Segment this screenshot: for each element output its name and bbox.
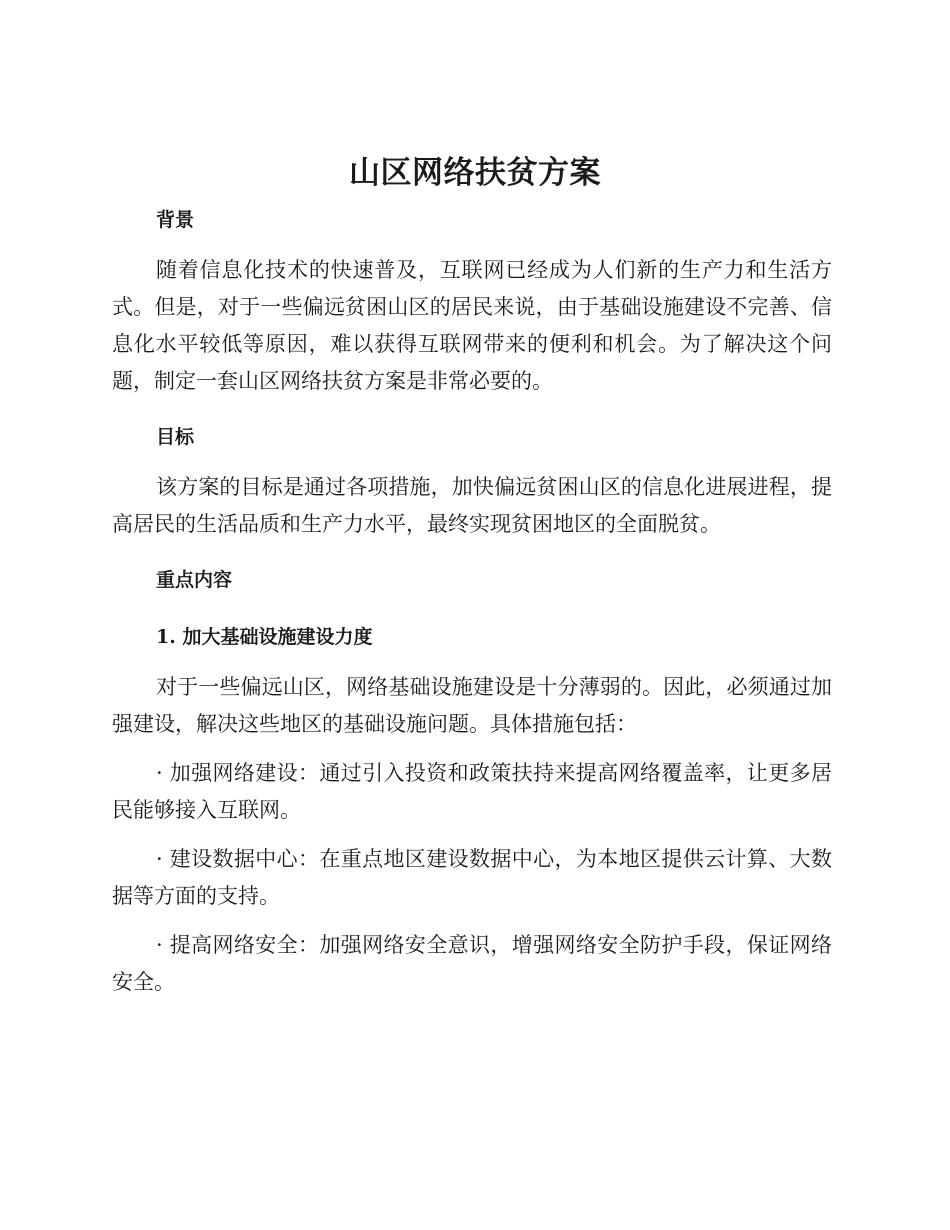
- spacer: [112, 657, 832, 669]
- spacer: [112, 743, 832, 755]
- background-paragraph: 随着信息化技术的快速普及，互联网已经成为人们新的生产力和生活方式。但是，对于一些偏远贫困山区的居民来说，由于基础设施建设不完善、信息化水平较低等原因，难以获得互联网带来的便利和机会。为了解决这个问题，制定一套山区网络扶贫方案是非常必要的。: [112, 258, 832, 393]
- spacer: [112, 600, 832, 617]
- infrastructure-intro-paragraph: 对于一些偏远山区，网络基础设施建设是十分薄弱的。因此，必须通过加强建设，解决这些地区的基础设施问题。具体措施包括：: [112, 675, 832, 736]
- subheading-infrastructure: 1. 加大基础设施建设力度: [156, 626, 373, 648]
- bullet-network-construction: · 加强网络建设：通过引入投资和政策扶持来提高网络覆盖率，让更多居民能够接入互联网。: [112, 761, 832, 822]
- section-heading-background: 背景: [156, 209, 195, 231]
- spacer: [112, 543, 832, 560]
- document-title: 山区网络扶贫方案: [349, 155, 601, 191]
- bullet-network-security: · 提高网络安全：加强网络安全意识，增强网络安全防护手段，保证网络安全。: [112, 933, 832, 994]
- bullet-data-center: · 建设数据中心：在重点地区建设数据中心，为本地区提供云计算、大数据等方面的支持。: [112, 847, 832, 908]
- spacer: [112, 240, 832, 252]
- goal-paragraph: 该方案的目标是通过各项措施，加快偏远贫困山区的信息化进展进程，提高居民的生活品质和生产力水平，最终实现贫困地区的全面脱贫。: [112, 475, 832, 536]
- section-heading-key-content: 重点内容: [156, 569, 233, 591]
- spacer: [112, 829, 832, 841]
- section-heading-goal: 目标: [156, 426, 195, 448]
- spacer: [112, 457, 832, 469]
- spacer: [112, 400, 832, 417]
- spacer: [112, 915, 832, 927]
- document-body: [112, 200, 832, 1001]
